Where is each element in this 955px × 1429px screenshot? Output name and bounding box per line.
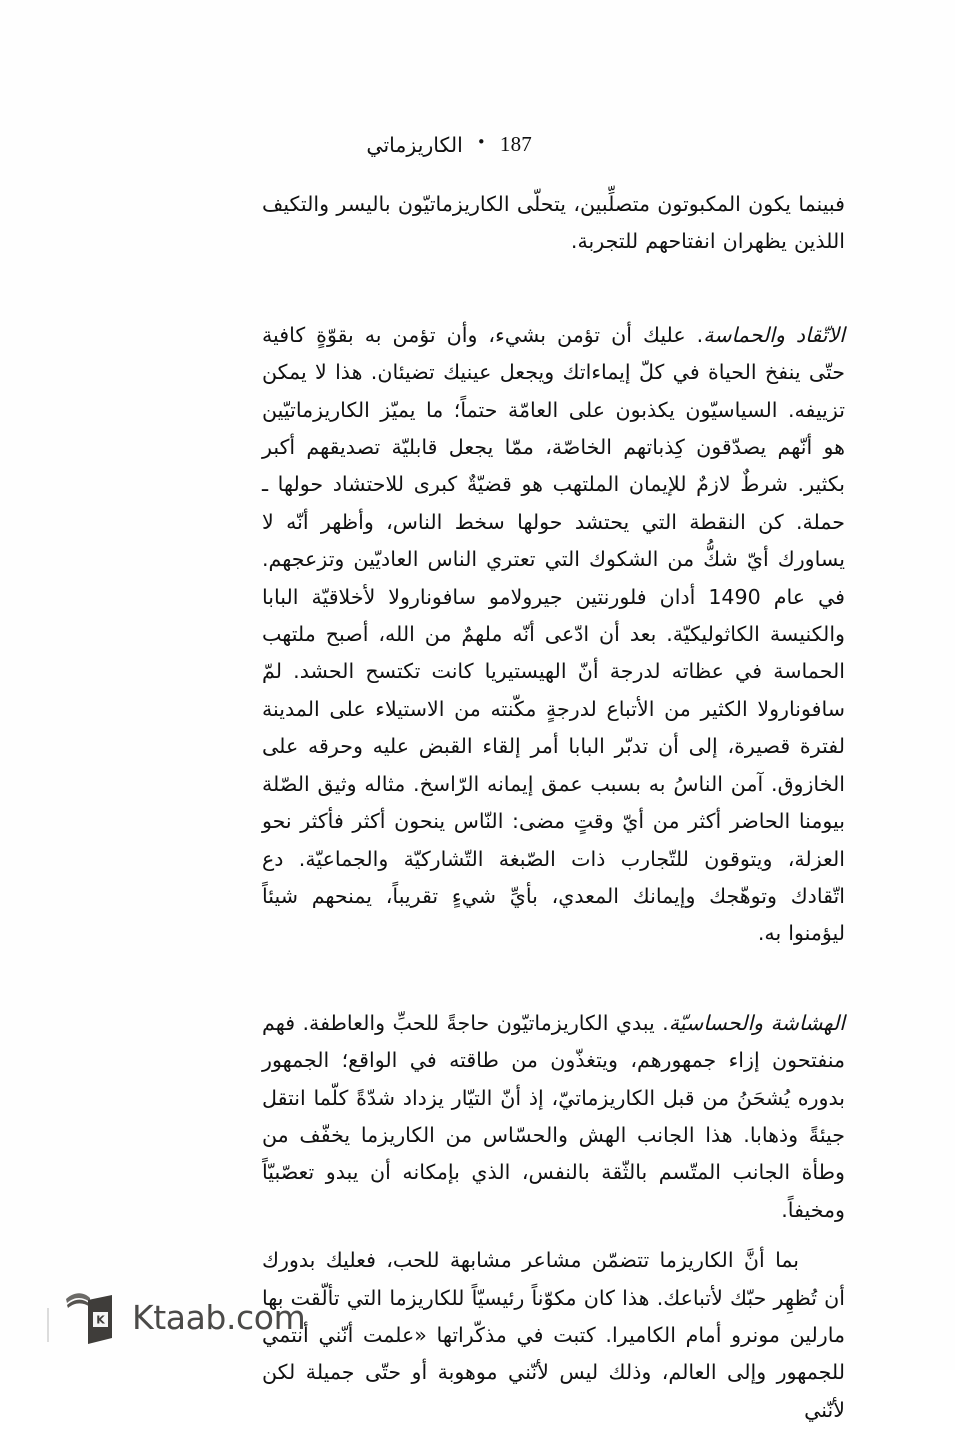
page-edge-mark	[47, 1308, 49, 1342]
paragraph-2-text: . عليك أن تؤمن بشيء، وأن تؤمن به بقوّةٍ كافية حتّى ينفخ الحياة في كلّ إيماءاتك ويجعل عينيك تضيئان. هذا لا يمكن تزييفه. السياسيّون يكذبون على العامّة حتماً؛ ما يميّز الكاريزماتيّين هو أنّهم يصدّقون كِذباتهم الخاصّة، ممّا يجعل قابليّة تصديقهم أكبر بكثير. شرطٌ لازمٌ للإيمان الملتهب هو قضيّةٌ كبرى للاحتشاد حولها ـ حملة. كن النقطة التي يحتشد حولها سخط الناس، وأظهر أنّه لا يساورك أيّ شكُّ من الشكوك التي تعتري الناس العاديّين وتزعجهم. في عام 1490 أدان فلورنتين جيرولامو سافونارولا لأخلاقيّة البابا والكنيسة الكاثوليكيّة. بعد أن ادّعى أنّه ملهمٌ من الله، أصبح ملتهب الحماسة في عظاته لدرجة أنّ الهيستيريا كانت تكتسح الحشد. لمّ سافونارولا الكثير من الأتباع لدرجةٍ مكّنته من الاستيلاء على المدينة لفترة قصيرة، إلى أن تدبّر البابا أمر إلقاء القبض عليه وحرقه على الخازوق. آمن الناسُ به بسبب عمق إيمانه الرّاسخ. مثاله وثيق الصّلة بيومنا الحاضر أكثر من أيّ وقتٍ مضى: النّاس ينحون أكثر فأكثر نحو العزلة، ويتوقون للتّجارب ذات الصّبغة التّشاركيّة والجماعيّة. دع اتّقادك وتوهّجك وإيمانك المعدي، بأيِّ شيءٍ تقريباً، يمنحهم شيئاً ليؤمنوا به.	[262, 322, 845, 946]
paragraph-3-text: . يبدي الكاريزماتيّون حاجةً للحبِّ والعاطفة. فهم منفتحون إزاء جمهورهم، ويتغذّون من طاقته في الواقع؛ الجمهور بدوره يُشحَنُ من قبل الكاريزماتيّ، إذ أنّ التيّار يزداد شدّةً كلّما انتقل جيئةً وذهابا. هذا الجانب الهش والحسّاس من الكاريزما يخفّف من وطأة الجانب المتّسم بالثّقة بالنفس، الذي بإمكانه أن يبدو تعصّبيّاً ومخيفاً.	[262, 1010, 845, 1222]
paragraph-1	[262, 186, 845, 261]
paragraph-1-text: فبينما يكون المكبوتون متصلِّبين، يتحلّى الكاريزماتيّون باليسر والتكيف اللذين يظهران انفتاحهم للتجربة.	[262, 192, 845, 254]
paragraph-3-term: الهشاشة والحساسيّة	[668, 1010, 845, 1035]
text-column	[262, 186, 845, 1429]
paragraph-spacer	[262, 953, 845, 1005]
open-book-icon	[62, 1286, 118, 1348]
page-number: 187	[499, 132, 532, 156]
running-header	[112, 132, 532, 157]
paragraph-2-term: الاتّقاد والحماسة	[703, 322, 845, 347]
chapter-title: الكاريزماتي	[366, 132, 463, 157]
paragraph-3	[262, 1005, 845, 1229]
watermark-site-name: Ktaab.com	[132, 1297, 306, 1337]
header-separator-dot: •	[476, 133, 486, 151]
paragraph-spacer	[262, 1229, 845, 1242]
paragraph-spacer	[262, 261, 845, 317]
paragraph-4-text: بما أنَّ الكاريزما تتضمّن مشاعر مشابهة للحب، فعليك بدورك أن تُظهِر حبّك لأتباعك. هذا كان مكوّناً رئيسيّاً للكاريزما التي تألّقت بها مارلين مونرو أمام الكاميرا. كتبت في مذكّراتها «علمت أنّني أنتمي للجمهور وإلى العالم، وذلك ليس لأنّني موهوبة أو حتّى جميلة لكن لأنّني	[262, 1248, 845, 1422]
watermark	[62, 1286, 305, 1348]
logo-letter: K	[96, 1313, 105, 1327]
paragraph-2	[262, 317, 845, 953]
paragraph-4	[262, 1242, 845, 1429]
